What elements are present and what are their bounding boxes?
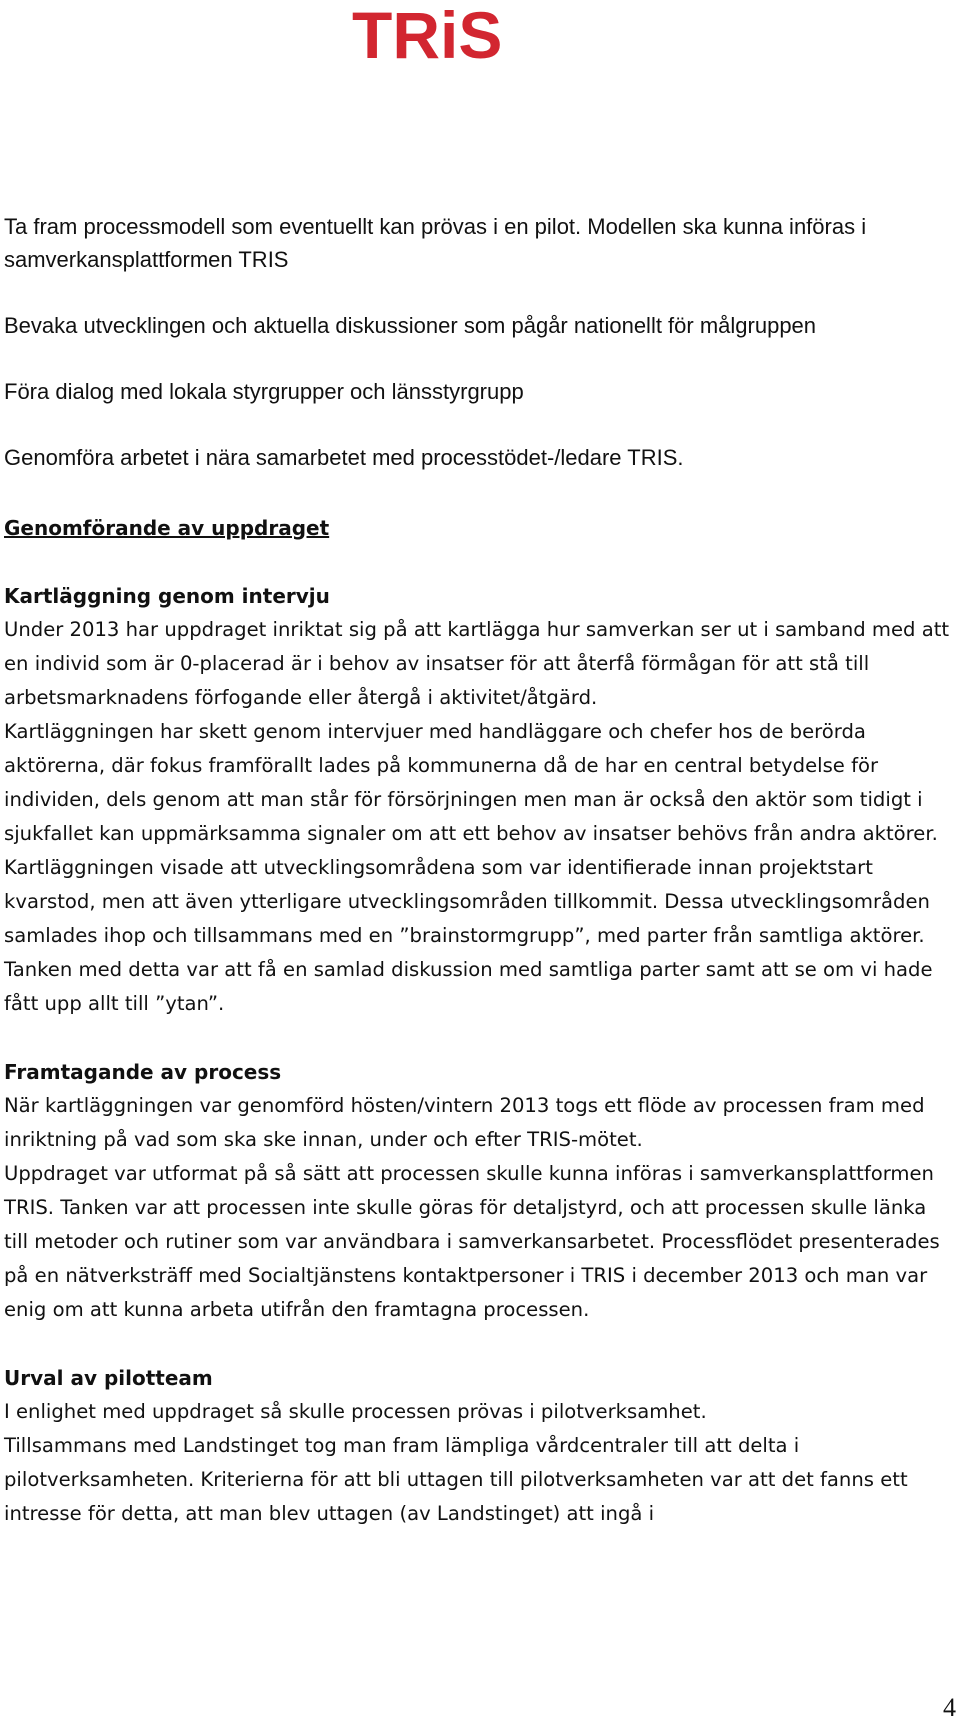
intro-list (4, 210, 954, 507)
paragraph: När kartläggningen var genomförd hösten/vintern 2013 togs ett flöde av processen fram med inriktning på vad som ska ske innan, under och efter TRIS-mötet. (4, 1094, 925, 1151)
paragraph: Under 2013 har uppdraget inriktat sig på att kartlägga hur samverkan ser ut i samband med att en individ som är 0-placerad är i behov av insatser för att återfå förmågan för att stå till arbetsmarknadens förfogande eller återgå i aktivitet/åtgärd. (4, 618, 950, 709)
intro-item: Ta fram processmodell som eventuellt kan prövas i en pilot. Modellen ska kunna införas i samverkansplattformen TRIS (4, 214, 867, 272)
paragraph: Tillsammans med Landstinget tog man fram lämpliga vårdcentraler till att delta i pilotverksamheten. Kriterierna för att bli uttagen till pilotverksamheten var att det fanns ett intresse för detta, att man blev uttagen (av Landstinget) att ingå i (4, 1434, 908, 1525)
paragraph: Uppdraget var utformat på så sätt att processen skulle kunna införas i samverkansplattformen TRIS. Tanken var att processen inte skulle göras för detaljstyrd, och att processen skulle länka till metoder och rutiner som var användbara i samverkansarbetet. Processflödet presenterades på en nätverksträff med Socialtjänstens kontaktpersoner i TRIS i december 2013 och man var enig om att kunna arbeta utifrån den framtagna processen. (4, 1162, 940, 1321)
intro-item: Föra dialog med lokala styrgrupper och länsstyrgrupp (4, 379, 524, 404)
intro-item: Genomföra arbetet i nära samarbetet med processtödet-/ledare TRIS. (4, 445, 684, 470)
subheading: Urval av pilotteam (4, 1366, 213, 1390)
tris-logo (352, 2, 522, 66)
intro-item: Bevaka utvecklingen och aktuella diskussioner som pågår nationellt för målgruppen (4, 313, 817, 338)
paragraph: I enlighet med uppdraget så skulle processen prövas i pilotverksamhet. (4, 1400, 707, 1423)
subheading: Kartläggning genom intervju (4, 584, 330, 608)
document-body (4, 511, 956, 1531)
section-heading: Genomförande av uppdraget (4, 516, 330, 540)
page-number: 4 (943, 1693, 956, 1722)
paragraph: Kartläggningen visade att utvecklingsområdena som var identifierade innan projektstart kvarstod, men att även ytterligare utvecklingsområden tillkommit. Dessa utvecklingsområden samlades ihop och tillsammans med en ”brainstormgrupp”, med parter från samtliga aktörer. Tanken med detta var att få en samlad diskussion med samtliga parter samt att se om vi hade fått upp allt till ”ytan”. (4, 856, 933, 1015)
logo-text: TRiS (352, 2, 503, 66)
subheading: Framtagande av process (4, 1060, 282, 1084)
paragraph: Kartläggningen har skett genom intervjuer med handläggare och chefer hos de berörda aktörerna, där fokus framförallt lades på kommunerna då de har en central betydelse för individen, dels genom att man står för försörjningen men man är också den aktör som tidigt i sjukfallet kan uppmärksamma signaler om att ett behov av insatser behövs från andra aktörer. (4, 720, 938, 845)
